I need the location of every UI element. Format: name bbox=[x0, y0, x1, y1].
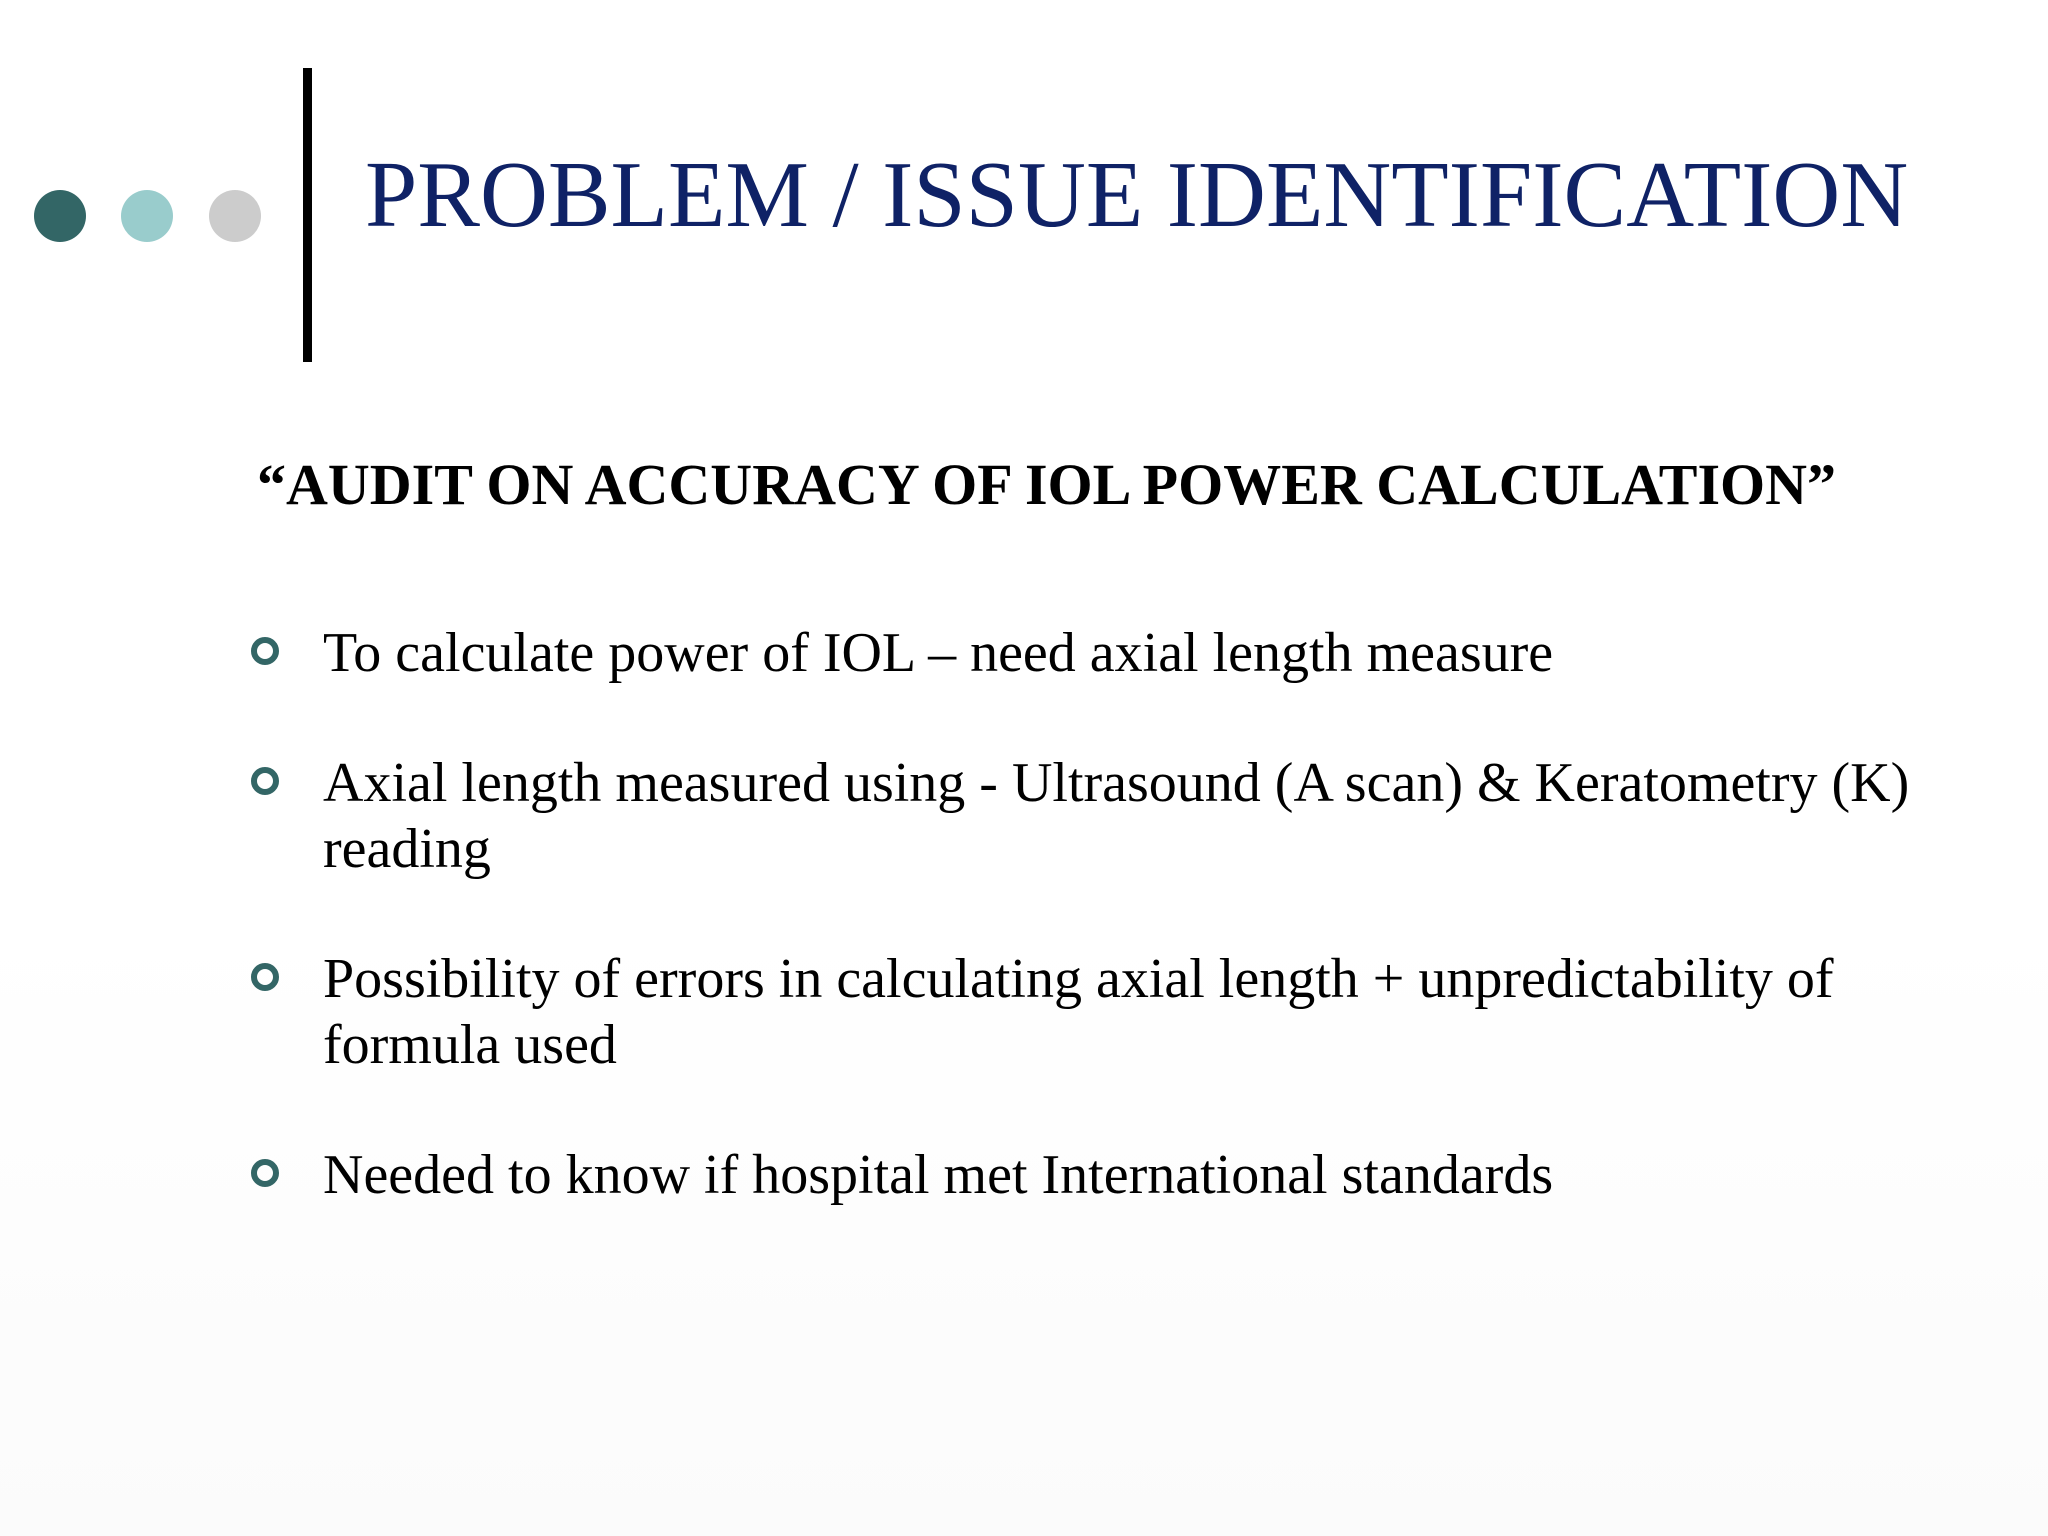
bullet-text: Axial length measured using - Ultrasound (A scan) & Keratometry (K) reading bbox=[323, 752, 1910, 880]
bullet-item bbox=[245, 946, 1965, 1078]
bullet-list bbox=[245, 620, 1965, 1272]
bullet-item bbox=[245, 1142, 1965, 1208]
decorative-dot-light bbox=[121, 190, 173, 242]
decorative-dot-gray bbox=[209, 190, 261, 242]
bullet-item bbox=[245, 750, 1965, 882]
decorative-dot-dark bbox=[34, 190, 86, 242]
bullet-item bbox=[245, 620, 1965, 686]
title-divider bbox=[303, 68, 312, 362]
hollow-circle-bullet-icon bbox=[251, 1159, 279, 1187]
bullet-text: Needed to know if hospital met International standards bbox=[323, 1144, 1554, 1206]
slide-subtitle: “AUDIT ON ACCURACY OF IOL POWER CALCULATION” bbox=[256, 452, 1837, 517]
bullet-text: Possibility of errors in calculating axial length + unpredictability of formula used bbox=[323, 948, 1834, 1076]
bullet-text: To calculate power of IOL – need axial length measure bbox=[323, 622, 1554, 684]
slide-title: PROBLEM / ISSUE IDENTIFICATION bbox=[365, 143, 1909, 247]
hollow-circle-bullet-icon bbox=[251, 963, 279, 991]
hollow-circle-bullet-icon bbox=[251, 767, 279, 795]
hollow-circle-bullet-icon bbox=[251, 637, 279, 665]
